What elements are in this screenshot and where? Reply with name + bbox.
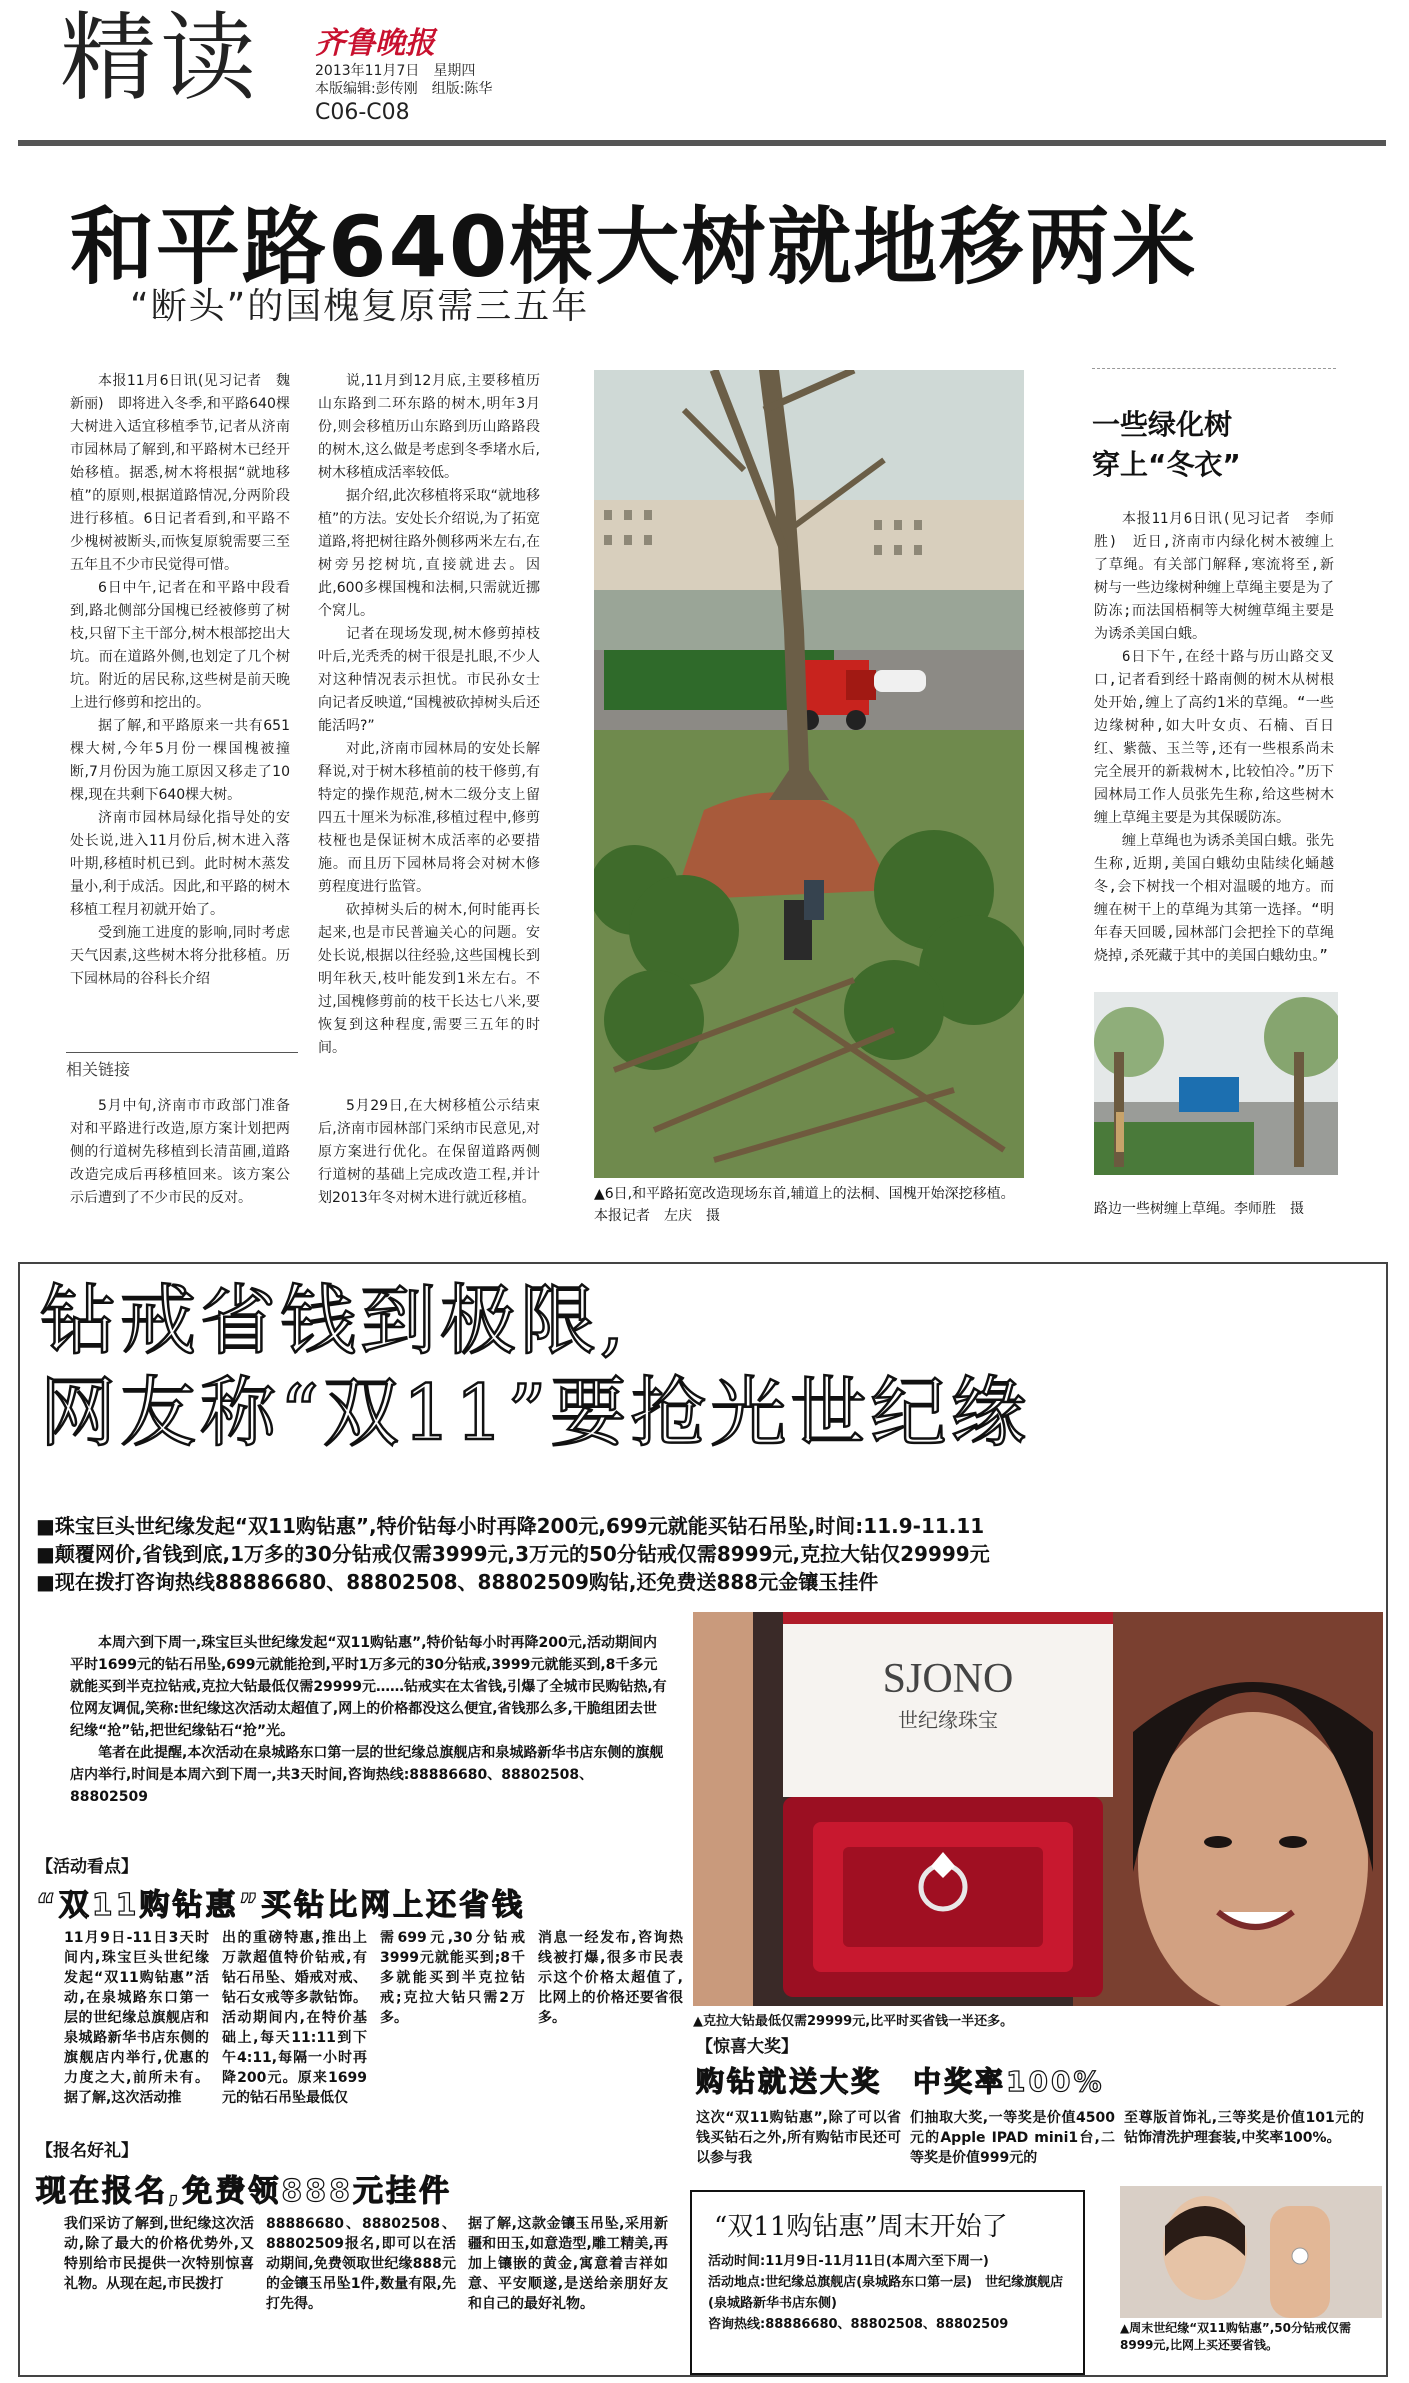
paragraph: 本报11月6日讯(见习记者 李师胜) 近日,济南市内绿化树木被缠上了草绳。有关部门解释,寒流将至,新树与一些边缘树种缠上草绳主要是为了防冻;而法国梧桐等大树缠草绳主要是为诱杀美国白蛾。 — [1094, 511, 1334, 642]
sidebar-photo-caption: 路边一些树缠上草绳。李师胜 摄 — [1094, 1201, 1304, 1217]
paragraph: 本周六到下周一,珠宝巨头世纪缘发起“双11购钻惠”,特价钻每小时再降200元,活动期间内平时1699元的钻石吊坠,699元就能抢到,平时1万多元的30分钻戒,3999元就能买到,8千多元就能买到半克拉钻戒,克拉大钻最低仅需29999元……钻戒实在太省钱,引爆了全城市民购钻热,有位网友调侃,笑称:世纪缘这次活动太超值了,网上的价格都没这么便宜,省钱那么多,干脆组团去世纪缘“抢”钻,把世纪缘钻石“抢”光。 — [70, 1635, 667, 1739]
ad-column: 11月9日-11日3天时间内,珠宝巨头世纪缘发起“双11购钻惠”活动,在泉城路东口第一层的世纪缘总旗舰店和泉城路新华书店东侧的旗舰店内举行,优惠的力度之大,前所未有。据了解,这次活动推 — [64, 1930, 209, 2106]
masthead-divider — [18, 140, 1386, 146]
ring-photo — [693, 1612, 1383, 2006]
issue-date: 2013年11月7日 星期四 — [315, 63, 476, 79]
ad-bullet: ■现在拨打咨询热线88886680、88802508、88802509购钻,还免费送888元金镶玉挂件 — [36, 1570, 879, 1594]
ad-bullets — [36, 1512, 1356, 1596]
sidebar-body — [1094, 508, 1334, 968]
main-photo-caption: ▲6日,和平路拓宽改造现场东首,辅道上的法桐、国槐开始深挖移植。 本报记者 左庆 摄 — [594, 1186, 1022, 1224]
ad-intro — [70, 1632, 670, 1808]
article-column-1 — [70, 370, 290, 991]
ad-column: 出的重磅特惠,推出上万款超值特价钻戒,有钻石吊坠、婚戒对戒、钻石女戒等多款钻饰。活动期间内,在特价基础上,每天11:11到下午4:11,每隔一小时再降200元。原来1699元的钻石吊坠最低仅 — [222, 1930, 367, 2106]
related-links-header — [66, 1052, 298, 1080]
ad-column: 我们采访了解到,世纪缘这次活动,除了最大的价格优势外,又特别给市民提供一次特别惊喜礼物。从现在起,市民拨打 — [64, 2216, 254, 2292]
ring-box-brand-sub: 世纪缘珠宝 — [898, 1708, 998, 1732]
sidebar-photo — [1094, 992, 1338, 1175]
ad-headline-line: 网友称“双11”要抢光世纪缘 — [40, 1368, 1031, 1457]
section-headline: 购钻就送大奖 中奖率100% — [696, 2065, 1105, 2098]
ad-column: 消息一经发布,咨询热线被打爆,很多市民表示这个价格太超值了,比网上的价格还要省很多。 — [538, 1930, 683, 2026]
activity-info-box — [690, 2190, 1085, 2375]
editor-credits: 本版编辑:彭传刚 组版:陈华 — [315, 81, 493, 97]
section-label: 【报名好礼】 — [36, 2141, 138, 2161]
sidebar-divider — [1092, 368, 1336, 369]
ad-bullet: ■颠覆网价,省钱到底,1万多的30分钻戒仅需3999元,3万元的50分钻戒仅需8999元,克拉大钻仅29999元 — [36, 1542, 990, 1566]
sidebar-title-line: 一些绿化树 — [1092, 408, 1233, 441]
section-label: 【惊喜大奖】 — [696, 2037, 798, 2057]
hand-ring-caption: ▲周末世纪缘“双11购钻惠”,50分钻戒仅需8999元,比网上买还要省钱。 — [1120, 2321, 1351, 2352]
ring-photo-caption: ▲克拉大钻最低仅需29999元,比平时买省钱一半还多。 — [693, 2014, 1014, 2029]
sidebar-title-line: 穿上“冬衣” — [1092, 448, 1241, 481]
related-links-label: 相关链接 — [66, 1060, 131, 1079]
hand-ring-photo — [1120, 2186, 1382, 2318]
article-subhead: “断头”的国槐复原需三五年 — [130, 286, 590, 327]
paragraph: 对此,济南市园林局的安处长解释说,对于树木移植前的枝干修剪,有特定的操作规范,树木二级分支上留四五十厘米为标准,移植过程中,修剪枝桠也是保证树木成活率的必要措施。而且历下园林局将会对树木修剪程度进行监管。 — [318, 741, 540, 895]
paragraph: 6日下午,在经十路与历山路交叉口,记者看到经十路南侧的树木从树根处开始,缠上了高约1米的草绳。“一些边缘树种,如大叶女贞、石楠、百日红、紫薇、玉兰等,还有一些根系尚未完全展开的新栽树木,比较怕冷。”历下园林局工作人员张先生称,给这些树木缠上草绳主要是为其保暖防冻。 — [1094, 649, 1334, 826]
paragraph: 5月29日,在大树移植公示结束后,济南市园林部门采纳市民意见,对原方案进行优化。在保留道路两侧行道树的基础上完成改造工程,并计划2013年冬对树木进行就近移植。 — [318, 1098, 540, 1206]
article-column-2 — [318, 370, 540, 1060]
ad-column: 们抽取大奖,一等奖是价值4500元的Apple IPAD mini1台,二等奖是价值999元的 — [910, 2110, 1115, 2166]
ad-column: 需699元,30分钻戒3999元就能买到;8千多就能买到半克拉钻戒;克拉大钻只需2万多。 — [380, 1930, 525, 2026]
ad-column: 至尊版首饰礼,三等奖是价值101元的钻饰清洗护理套装,中奖率100%。 — [1124, 2110, 1364, 2146]
paragraph: 据了解,和平路原来一共有651棵大树,今年5月份一棵国槐被撞断,7月份因为施工原因又移走了10棵,现在共剩下640棵大树。 — [70, 718, 290, 803]
section-label: 【活动看点】 — [36, 1857, 138, 1877]
page-range: C06-C08 — [315, 100, 410, 125]
paragraph: 本报11月6日讯(见习记者 魏新丽) 即将进入冬季,和平路640棵大树进入适宜移植季节,记者从济南市园林局了解到,和平路树木已经开始移植。据悉,树木将根据“就地移植”的原则,根据道路情况,分两阶段进行移植。6日记者看到,和平路不少槐树被断头,而恢复原貌需要三至五年且不少市民觉得可惜。 — [70, 373, 290, 573]
sidebar-title — [1092, 405, 1336, 485]
paragraph: 据介绍,此次移植将采取“就地移植”的方法。安处长介绍说,为了拓宽道路,将把树往路外侧移两米左右,在树旁另挖树坑,直接就进去。因此,600多棵国槐和法桐,只需就近挪个窝儿。 — [318, 488, 540, 619]
ad-headline-line: 钻戒省钱到极限, — [40, 1276, 629, 1365]
paragraph: 济南市园林局绿化指导处的安处长说,进入11月份后,树木进入落叶期,移植时机已到。此时树木蒸发量小,利于成活。因此,和平路的树木移植工程月初就开始了。 — [70, 810, 290, 918]
paragraph: 受到施工进度的影响,同时考虑天气因素,这些树木将分批移植。历下园林局的谷科长介绍 — [70, 925, 290, 987]
ad-bullet: ■珠宝巨头世纪缘发起“双11购钻惠”,特价钻每小时再降200元,699元就能买钻石吊坠,时间:11.9-11.11 — [36, 1514, 985, 1538]
section-headline: “双11购钻惠”买钻比网上还省钱 — [36, 1888, 526, 1923]
section-headline: 现在报名,免费领888元挂件 — [36, 2174, 453, 2209]
article-headline: 和平路640棵大树就地移两米 — [70, 198, 1198, 296]
related-column-1 — [70, 1095, 290, 1210]
ad-column: 据了解,这款金镶玉吊坠,采用新疆和田玉,如意造型,雕工精美,再加上镶嵌的黄金,寓意着吉祥如意、平安顺遂,是送给亲朋好友和自己的最好礼物。 — [468, 2216, 668, 2312]
related-column-2 — [318, 1095, 540, 1210]
activity-title: “双11购钻惠”周末开始了 — [714, 2212, 1008, 2242]
ad-column: 这次“双11购钻惠”,除了可以省钱买钻石之外,所有购钻市民还可以参与我 — [696, 2110, 901, 2166]
paragraph: 砍掉树头后的树木,何时能再长起来,也是市民普遍关心的问题。安处长说,根据以往经验,这些国槐长到明年秋天,枝叶能发到1米左右。不过,国槐修剪前的枝干长达七八米,要恢复到这种程度,需要三五年的时间。 — [318, 902, 540, 1056]
main-photo — [594, 370, 1024, 1178]
ring-box-brand: SJONO — [882, 1656, 1014, 1702]
paragraph: 5月中旬,济南市市政部门准备对和平路进行改造,原方案计划把两侧的行道树先移植到长清苗圃,道路改造完成后再移植回来。该方案公示后遭到了不少市民的反对。 — [70, 1098, 290, 1206]
activity-row: 活动时间:11月9日-11月11日(本周六至下周一) — [708, 2254, 989, 2269]
paragraph: 记者在现场发现,树木修剪掉枝叶后,光秃秃的树干很是扎眼,不少人对这种情况表示担忧。市民孙女士向记者反映道,“国槐被砍掉树头后还能活吗?” — [318, 626, 540, 734]
paragraph: 缠上草绳也为诱杀美国白蛾。张先生称,近期,美国白蛾幼虫陆续化蛹越冬,会下树找一个相对温暖的地方。而缠在树干上的草绳为其第一选择。“明年春天回暖,园林部门会把拴下的草绳烧掉,杀死藏于其中的美国白蛾幼虫。” — [1094, 833, 1334, 964]
paragraph: 6日中午,记者在和平路中段看到,路北侧部分国槐已经被修剪了树枝,只留下主干部分,树木根部挖出大坑。而在道路外侧,也划定了几个树坑。附近的居民称,这些树是前天晚上进行修剪和挖出的。 — [70, 580, 290, 711]
paper-logo: 齐鲁晚报 — [315, 26, 435, 61]
activity-rows — [708, 2251, 1068, 2335]
ad-headline — [40, 1275, 1360, 1459]
paragraph: 笔者在此提醒,本次活动在泉城路东口第一层的世纪缘总旗舰店和泉城路新华书店东侧的旗舰店内举行,时间是本周六到下周一,共3天时间,咨询热线:88886680、88802508、88802509 — [70, 1745, 664, 1805]
section-title: 精读 — [60, 2, 260, 114]
paragraph: 说,11月到12月底,主要移植历山东路到二环东路的树木,明年3月份,则会移植历山东路到历山路路段的树木,这么做是考虑到冬季堵水后,树木移植成活率较低。 — [318, 373, 540, 481]
activity-row: 活动地点:世纪缘总旗舰店(泉城路东口第一层) 世纪缘旗舰店(泉城路新华书店东侧) — [708, 2275, 1064, 2311]
ad-column: 88886680、88802508、88802509报名,即可以在活动期间,免费领取世纪缘888元的金镶玉吊坠1件,数量有限,先打先得。 — [266, 2216, 456, 2312]
activity-row: 咨询热线:88886680、88802508、88802509 — [708, 2317, 1009, 2332]
